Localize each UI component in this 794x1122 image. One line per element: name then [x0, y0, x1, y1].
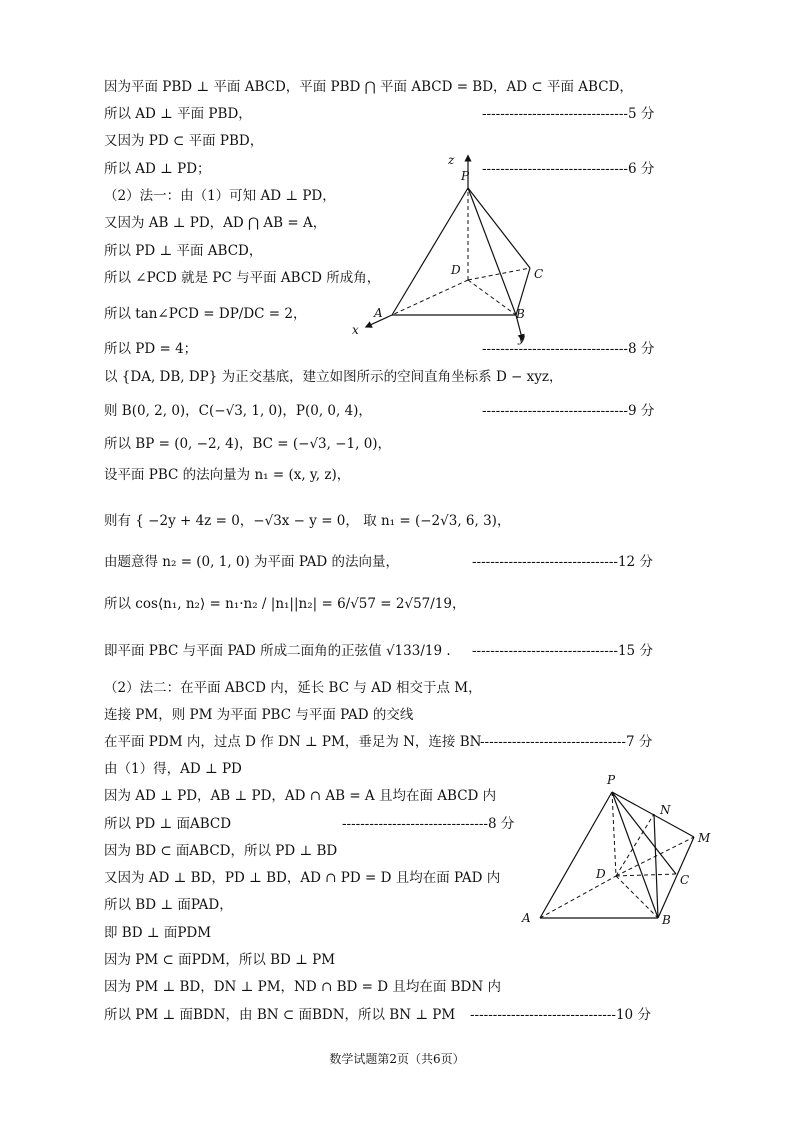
label-N: N — [660, 803, 671, 817]
label-C: C — [534, 267, 544, 281]
text-line-29: 因为 PM ⊂ 面PDM，所以 BD ⊥ PM — [104, 952, 336, 968]
label-A: A — [374, 306, 383, 320]
text-line-27: 所以 BD ⊥ 面PAD， — [104, 897, 233, 913]
score-marker-12: --------------------------------12 分 — [472, 554, 653, 570]
edge-PB — [612, 792, 658, 918]
score-marker-8a: --------------------------------8 分 — [482, 341, 655, 357]
score-marker-6: --------------------------------6 分 — [482, 161, 655, 177]
score-marker-9: --------------------------------9 分 — [482, 403, 655, 419]
text-line-7: 所以 PD ⊥ 平面 ABCD， — [104, 243, 263, 259]
score-marker-15: --------------------------------15 分 — [472, 643, 653, 659]
text-line-18: 即平面 PBC 与平面 PAD 所成二面角的正弦值 √133/19 . — [104, 643, 451, 659]
label-D: D — [596, 867, 606, 881]
label-D: D — [451, 263, 461, 277]
x-axis — [392, 280, 468, 315]
label-z: z — [448, 153, 455, 167]
pyramid-coordinate-figure — [340, 150, 560, 350]
label-B: B — [662, 913, 671, 927]
score-marker-7: --------------------------------7 分 — [480, 734, 653, 750]
pyramid-extension-figure — [510, 770, 730, 930]
text-line-2: 所以 AD ⊥ 平面 PBD， — [104, 106, 252, 122]
text-line-14: 设平面 PBC 的法向量为 n₁ = (x, y, z)， — [104, 467, 351, 483]
text-line-10: 所以 PD = 4； — [104, 341, 198, 357]
label-P: P — [461, 169, 470, 183]
score-marker-5: --------------------------------5 分 — [482, 106, 655, 122]
text-line-26: 又因为 AD ⊥ BD，PD ⊥ BD，AD ∩ PD = D 且均在面 PAD 内 — [104, 870, 501, 886]
edge-BN — [654, 814, 658, 918]
label-C: C — [680, 873, 690, 887]
text-line-3: 又因为 PD ⊂ 平面 PBD， — [104, 133, 264, 149]
text-line-20: 连接 PM，则 PM 为平面 PBC 与平面 PAD 的交线 — [104, 707, 414, 723]
text-line-6: 又因为 AB ⊥ PD，AD ⋂ AB = A， — [104, 215, 327, 231]
text-line-17: 所以 cos⟨n₁, n₂⟩ = n₁·n₂ / |n₁||n₂| = 6/√57 = 2√57/19， — [104, 596, 466, 612]
edge-PD — [612, 792, 616, 876]
label-A: A — [522, 911, 531, 925]
label-x: x — [352, 323, 359, 337]
label-M: M — [698, 831, 711, 845]
page-footer: 数学试题第2页（共6页） — [329, 1052, 465, 1066]
text-line-11: 以 {DA, DB, DP} 为正交基底，建立如图所示的空间直角坐标系 D − xyz， — [104, 369, 563, 385]
text-line-24: 所以 PD ⊥ 面ABCD — [104, 816, 232, 832]
text-line-8: 所以 ∠PCD 就是 PC 与平面 ABCD 所成角， — [104, 270, 381, 286]
edge-DC — [616, 874, 676, 876]
edge-PM — [612, 792, 694, 837]
label-y: y — [518, 331, 525, 345]
edge-PC — [468, 188, 530, 268]
text-line-28: 即 BD ⊥ 面PDM — [104, 925, 212, 941]
edge-PB — [468, 188, 516, 315]
edge-DB — [616, 876, 658, 918]
text-line-12: 则 B(0, 2, 0)，C(−√3, 1, 0)，P(0, 0, 4)， — [104, 403, 372, 419]
text-line-16: 由题意得 n₂ = (0, 1, 0) 为平面 PAD 的法向量， — [104, 554, 400, 570]
edge-PA — [392, 188, 468, 315]
text-line-25: 因为 BD ⊂ 面ABCD，所以 PD ⊥ BD — [104, 843, 338, 859]
score-marker-8b: --------------------------------8 分 — [342, 816, 515, 832]
text-line-21: 在平面 PDM 内，过点 D 作 DN ⊥ PM，垂足为 N，连接 BN — [104, 734, 482, 750]
text-line-9: 所以 tan∠PCD = DP/DC = 2， — [104, 306, 307, 322]
text-line-30: 因为 PM ⊥ BD，DN ⊥ PM，ND ∩ BD = D 且均在面 BDN 内 — [104, 979, 501, 995]
label-P: P — [607, 773, 616, 787]
label-B: B — [516, 307, 525, 321]
text-line-5: （2）法一：由（1）可知 AD ⊥ PD， — [104, 188, 336, 204]
text-line-1: 因为平面 PBD ⊥ 平面 ABCD，平面 PBD ⋂ 平面 ABCD = BD，AD ⊂ 平面 ABCD， — [104, 79, 633, 95]
text-line-15: 则有 { −2y + 4z = 0，−√3x − y = 0， 取 n₁ = (−2√3, 6, 3)， — [104, 513, 511, 529]
score-marker-10: --------------------------------10 分 — [470, 1007, 651, 1023]
text-line-31: 所以 PM ⊥ 面BDN，由 BN ⊂ 面BDN，所以 BN ⊥ PM — [104, 1007, 456, 1023]
text-line-4: 所以 AD ⊥ PD； — [104, 161, 211, 177]
edge-PA — [540, 792, 612, 918]
text-line-19: （2）法二：在平面 ABCD 内，延长 BC 与 AD 相交于点 M， — [104, 680, 482, 696]
text-line-23: 因为 AD ⊥ PD，AB ⊥ PD，AD ∩ AB = A 且均在面 ABCD 内 — [104, 788, 497, 804]
text-line-13: 所以 BP = (0, −2, 4)，BC = (−√3, −1, 0)， — [104, 436, 392, 452]
text-line-22: 由（1）得，AD ⊥ PD — [104, 761, 242, 777]
